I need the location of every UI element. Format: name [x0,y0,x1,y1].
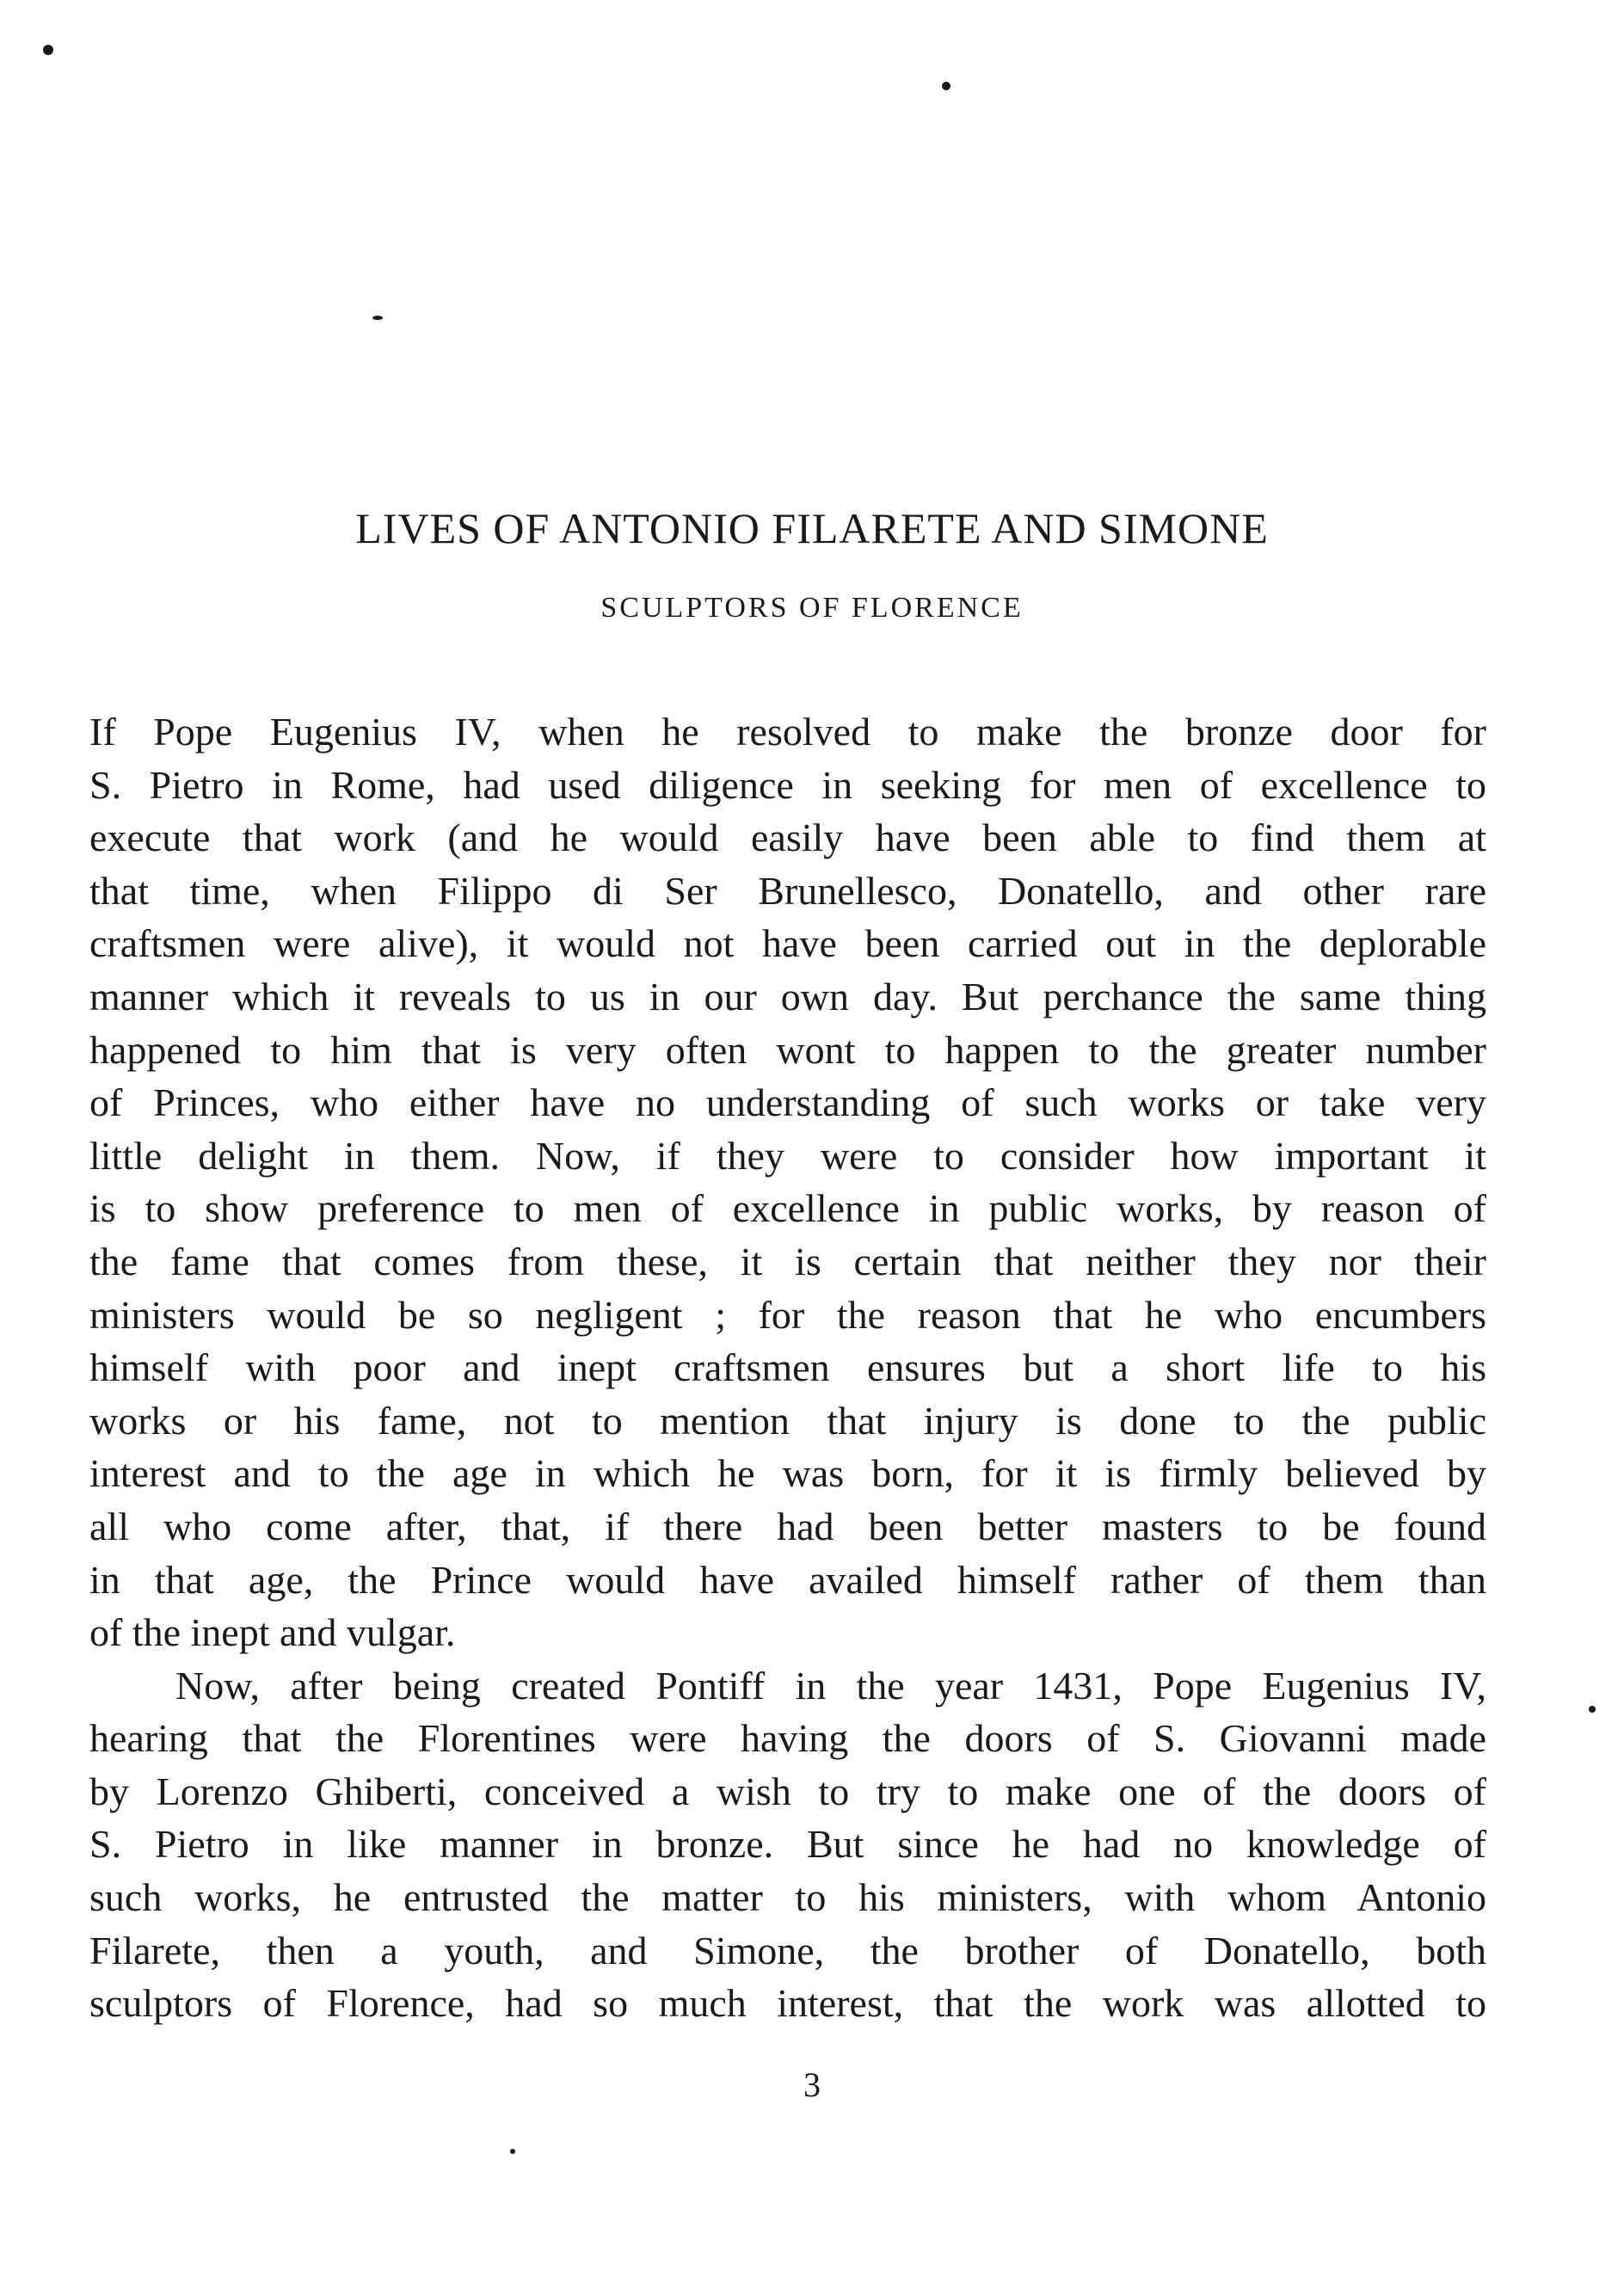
chapter-title: LIVES OF ANTONIO FILARETE AND SIMONE [355,504,1269,552]
print-speck [372,316,383,320]
chapter-subtitle: SCULPTORS OF FLORENCE [600,592,1024,624]
text-line: S. Pietro in like manner in bronze. But since he had no knowledge of [89,1822,1486,1867]
text-line: Filarete, then a youth, and Simone, the brother of Donatello, both [89,1928,1486,1972]
text-line: of the inept and vulgar. [89,1610,456,1655]
text-line: himself with poor and inept craftsmen ensures but a short life to his [89,1345,1486,1390]
text-line: all who come after, that, if there had been better masters to be found [89,1504,1486,1548]
text-line: by Lorenzo Ghiberti, conceived a wish to try to make one of the doors of [89,1769,1486,1813]
text-line: such works, he entrusted the matter to his ministers, with whom Antonio [89,1875,1486,1920]
text-line: hearing that the Florentines were having the doors of S. Giovanni made [89,1716,1486,1761]
text-line: interest and to the age in which he was born, for it is firmly believed by [89,1451,1486,1496]
text-line: sculptors of Florence, had so much interest, that the work was allotted to [89,1981,1486,2026]
page-number: 3 [803,2065,821,2104]
text-line: S. Pietro in Rome, had used diligence in seeking for men of excellence to [89,762,1486,807]
text-line: little delight in them. Now, if they were to consider how important it [89,1133,1486,1178]
text-line: Now, after being created Pontiff in the year 1431, Pope Eugenius IV, [175,1663,1486,1708]
text-line: in that age, the Prince would have availed himself rather of them than [89,1557,1486,1602]
text-line: If Pope Eugenius IV, when he resolved to make the bronze door for [89,710,1486,754]
print-speck [510,2149,515,2154]
text-line: that time, when Filippo di Ser Brunellesco, Donatello, and other rare [89,868,1486,913]
text-line: works or his fame, not to mention that injury is done to the public [89,1398,1486,1443]
text-line: is to show preference to men of excellence in public works, by reason of [89,1186,1486,1231]
text-line: of Princes, who either have no understanding of such works or take very [89,1080,1486,1125]
text-line: manner which it reveals to us in our own day. But perchance the same thing [89,974,1486,1018]
text-line: happened to him that is very often wont to happen to the greater number [89,1027,1486,1072]
text-line: the fame that comes from these, it is certain that neither they nor their [89,1239,1486,1283]
text-line: ministers would be so negligent ; for the reason that he who encumbers [89,1292,1486,1337]
print-speck [1589,1706,1596,1713]
print-speck [942,82,950,90]
body-text [89,705,1486,2030]
print-speck [43,45,53,55]
text-line: execute that work (and he would easily have been able to find them at [89,815,1486,860]
text-line: craftsmen were alive), it would not have been carried out in the deplorable [89,921,1486,966]
